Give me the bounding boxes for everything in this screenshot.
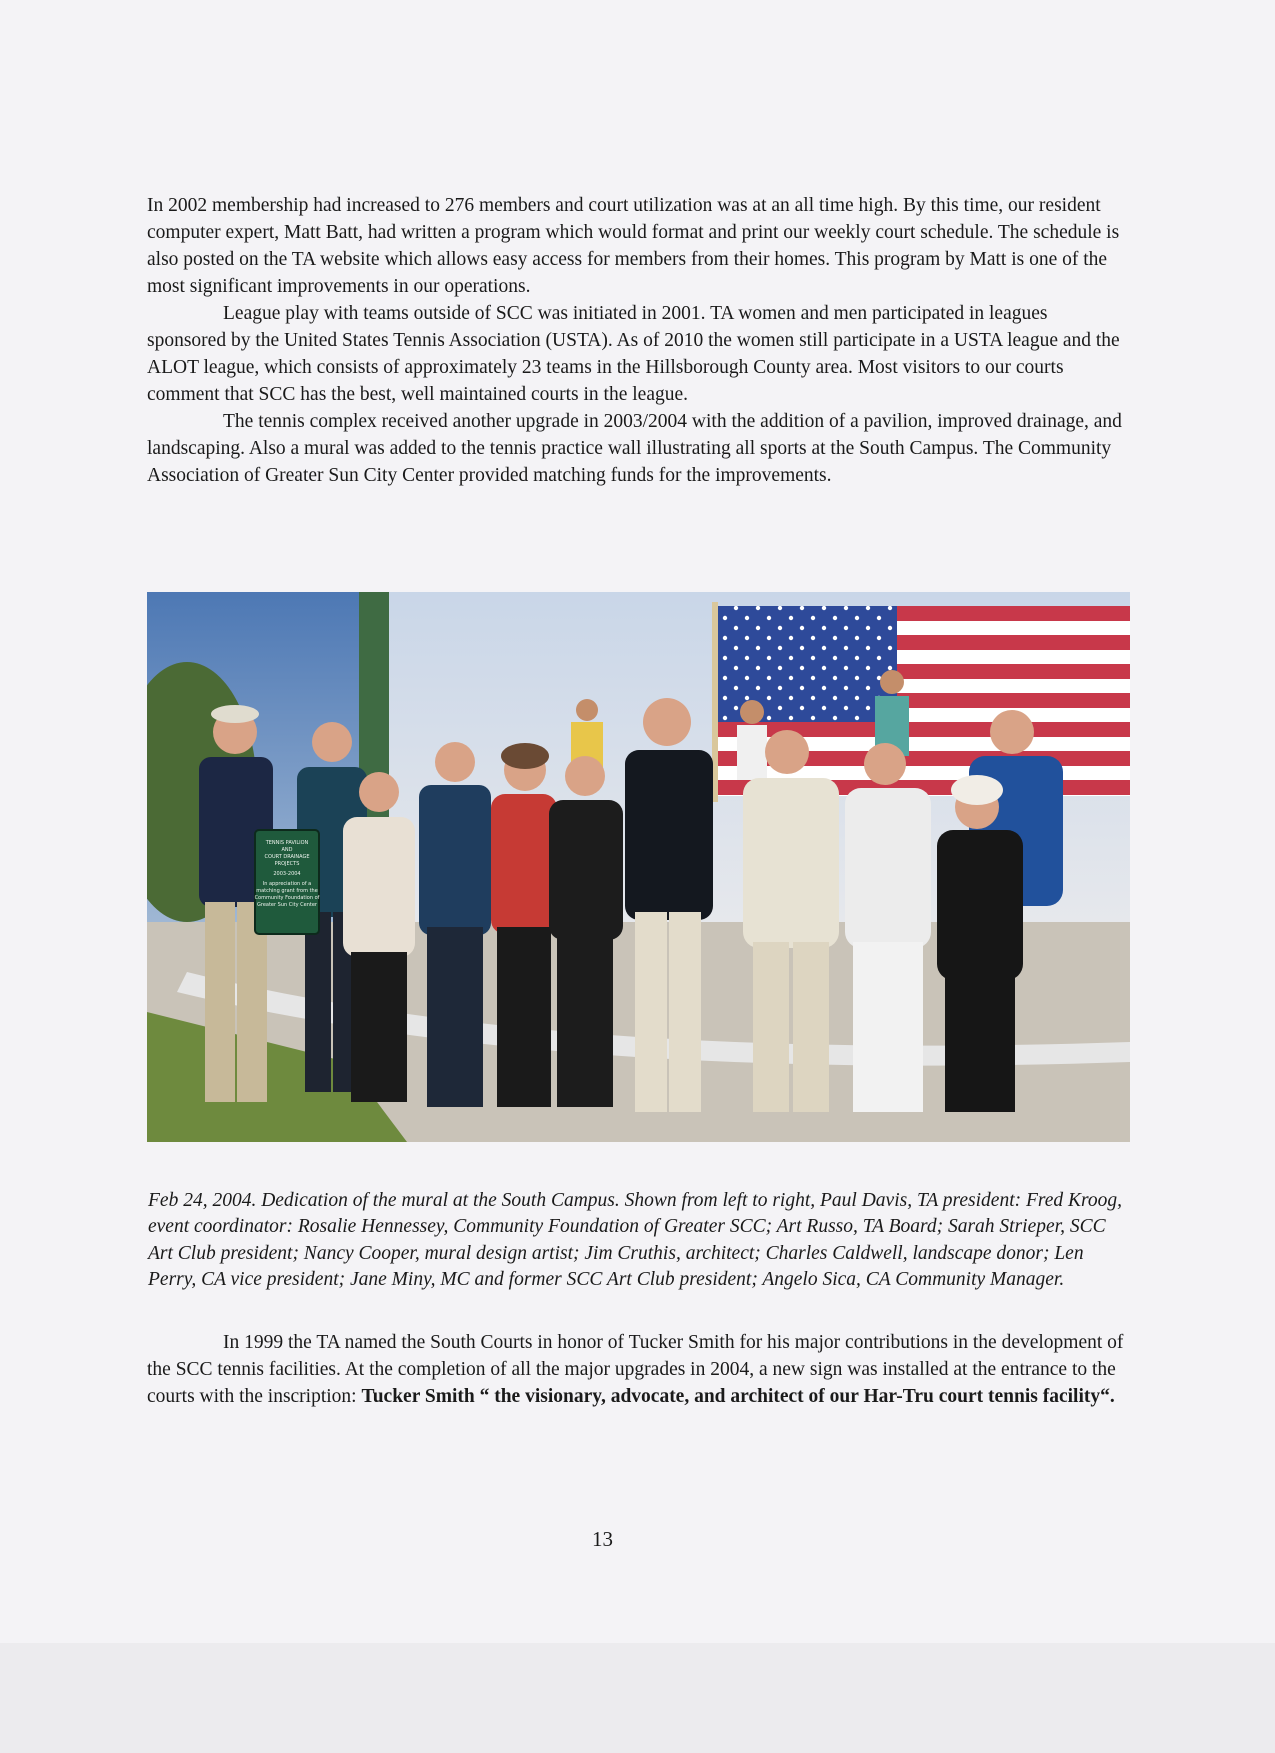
plaque-line-9: Greater Sun City Center bbox=[257, 902, 317, 908]
page-number: 13 bbox=[592, 1527, 613, 1551]
plaque-line-8: Community Foundation of bbox=[254, 895, 320, 901]
plaque-line-1: TENNIS PAVILION bbox=[265, 840, 309, 846]
plaque-line-6: In appreciation of a bbox=[262, 881, 312, 887]
dedication-plaque bbox=[255, 830, 320, 934]
plaque-line-4: PROJECTS bbox=[274, 861, 300, 867]
flag-mural bbox=[712, 602, 1130, 802]
paragraph-tucker-smith bbox=[147, 1329, 1127, 1410]
plaque-line-5: 2003-2004 bbox=[273, 871, 301, 877]
tucker-smith-text: In 1999 the TA named the South Courts in honor of Tucker Smith for his major contributions in the development of the SCC tennis facilities. At the completion of all the major upgrades in 2004, a new sign was installed at the entrance to the courts with the inscription: bbox=[147, 1332, 1124, 1407]
mural-dedication-photo bbox=[147, 592, 1130, 1142]
paragraph-membership: In 2002 membership had increased to 276 members and court utilization was at an all time high. By this time, our resident computer expert, Matt Batt, had written a program which would format and print our weekly court schedule. The schedule is also posted on the TA website which allows easy access for members from their homes. This program by Matt is one of the most significant improvements in our operations. bbox=[147, 195, 1120, 297]
plaque-line-2: AND bbox=[281, 847, 293, 853]
paragraph-complex-upgrade: The tennis complex received another upgrade in 2003/2004 with the addition of a pavilion, improved drainage, and landscaping. Also a mural was added to the tennis practice wall illustrating all sports at the South Campus. The Community Association of Greater Sun City Center provided matching funds for the improvements. bbox=[147, 411, 1122, 486]
page-bottom-shadow bbox=[0, 1643, 1275, 1753]
plaque-line-7: matching grant from the bbox=[256, 888, 318, 894]
paragraph-league-play: League play with teams outside of SCC was initiated in 2001. TA women and men participated in leagues sponsored by the United States Tennis Association (USTA). As of 2010 the women still participate in a USTA league and the ALOT league, which consists of approximately 23 teams in the Hillsborough County area. Most visitors to our courts comment that SCC has the best, well maintained courts in the league. bbox=[147, 303, 1120, 405]
photo-caption: Feb 24, 2004. Dedication of the mural at the South Campus. Shown from left to right, Paul Davis, TA president: Fred Kroog, event coordinator: Rosalie Hennessey, Community Foundation of Greater SCC; Art Russo, TA Board; Sarah Strieper, SCC Art Club president; Nancy Cooper, mural design artist; Jim Cruthis, architect; Charles Caldwell, landscape donor; Len Perry, CA vice president; Jane Miny, MC and former SCC Art Club president; Angelo Sica, CA Community Manager. bbox=[148, 1189, 1123, 1290]
closing-text-block bbox=[147, 1329, 1127, 1410]
inscription-text: Tucker Smith “ the visionary, advocate, and architect of our Har-Tru court tennis facility“. bbox=[361, 1386, 1115, 1407]
intro-text-block bbox=[147, 192, 1127, 489]
plaque-line-3: COURT DRAINAGE bbox=[264, 854, 310, 860]
